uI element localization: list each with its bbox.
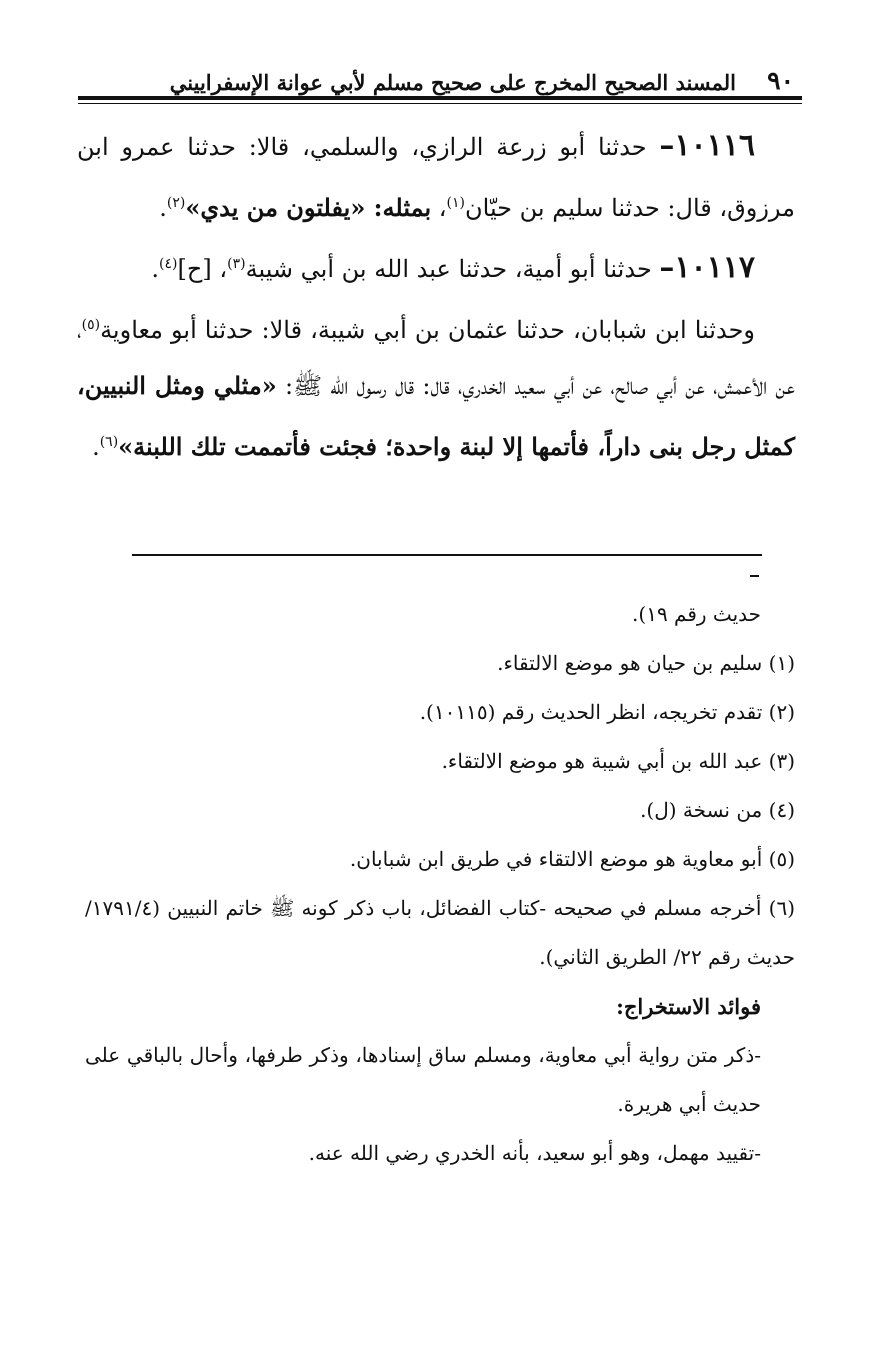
hadith-text: . (159, 194, 167, 222)
footnote-ref: (٤) (159, 256, 178, 272)
hadith-text: وحدثنا ابن شبابان، حدثنا عثمان بن أبي شيبة، قالا: حدثنا أبو معاوية (100, 316, 755, 344)
footnote-6: (٦) أخرجه مسلم في صحيحه -كتاب الفضائل، باب ذكر كونه ﷺ خاتم النبيين (١٧٩١/٤/ حديث رقم ٢٢/ الطريق الثاني). (85, 896, 795, 969)
fawaid-heading: فوائد الاستخراج: (616, 994, 761, 1019)
header-rule-thin (78, 103, 802, 104)
footnote-3: (٣) عبد الله بن أبي شيبة هو موضع الالتقاء. (441, 749, 795, 773)
footnote-ref: (١) (446, 195, 465, 211)
page-number: ٩٠ (767, 66, 794, 95)
hadith-10117-chain (77, 297, 795, 475)
hadith-10117 (77, 236, 795, 297)
hadith-text: . (92, 433, 100, 461)
hadith-text: حدثنا أبو زرعة الرازي، والسلمي، قالا: حدثنا عمرو ابن مرزوق، قال: حدثنا سليم بن حيّان (77, 133, 795, 222)
hadith-text: حدثنا أبو أمية، حدثنا عبد الله بن أبي شيبة (245, 255, 660, 283)
hadith-text: ، [ح] (177, 255, 228, 283)
hadith-text: ، عن الأعمش، عن أبي صالح، عن أبي سعيد الخدري، قال: قال رسول الله ﷺ: (77, 316, 795, 400)
footnote-continuation-mark (750, 575, 759, 577)
footnote-separator (132, 554, 762, 556)
footnote-ref: (٥) (81, 317, 101, 333)
footnotes (85, 590, 795, 1178)
hadith-text: ، (431, 194, 447, 222)
hadith-number: ١٠١١٧– (659, 250, 755, 285)
hadith-10116 (77, 118, 795, 236)
footnote-ref: (٣) (227, 256, 246, 272)
footnote-ref: (٦) (99, 434, 119, 450)
hadith-quote: «مثلي ومثل النبيين، كمثل رجل بنى داراً، فأتمها إلا لبنة واحدة؛ فجئت فأتممت تلك اللبنة» (77, 371, 795, 461)
footnote-5: (٥) أبو معاوية هو موضع الالتقاء في طريق ابن شبابان. (349, 847, 795, 871)
fawaid-item: -تقييد مهمل، وهو أبو سعيد، بأنه الخدري رضي الله عنه. (308, 1141, 761, 1165)
running-title: المسند الصحيح المخرج على صحيح مسلم لأبي عوانة الإسفراييني (169, 70, 736, 95)
header-rule-thick (78, 96, 802, 100)
footnote-ref: (٢) (166, 195, 186, 211)
main-text (77, 118, 795, 475)
page-header (78, 64, 802, 98)
hadith-quote: بمثله: «يفلتون من يدي» (185, 193, 432, 222)
hadith-number: ١٠١١٦– (659, 128, 755, 163)
hadith-text: . (151, 255, 160, 283)
footnote-4: (٤) من نسخة (ل). (640, 798, 795, 822)
footnote-1: (١) سليم بن حيان هو موضع الالتقاء. (497, 651, 795, 675)
footnote-continuation: حديث رقم ١٩). (632, 602, 761, 626)
fawaid-item: -ذكر متن رواية أبي معاوية، ومسلم ساق إسنادها، وذكر طرفها، وأحال بالباقي على حديث أبي هريرة. (85, 1043, 761, 1116)
footnote-2: (٢) تقدم تخريجه، انظر الحديث رقم (١٠١١٥). (419, 700, 795, 724)
